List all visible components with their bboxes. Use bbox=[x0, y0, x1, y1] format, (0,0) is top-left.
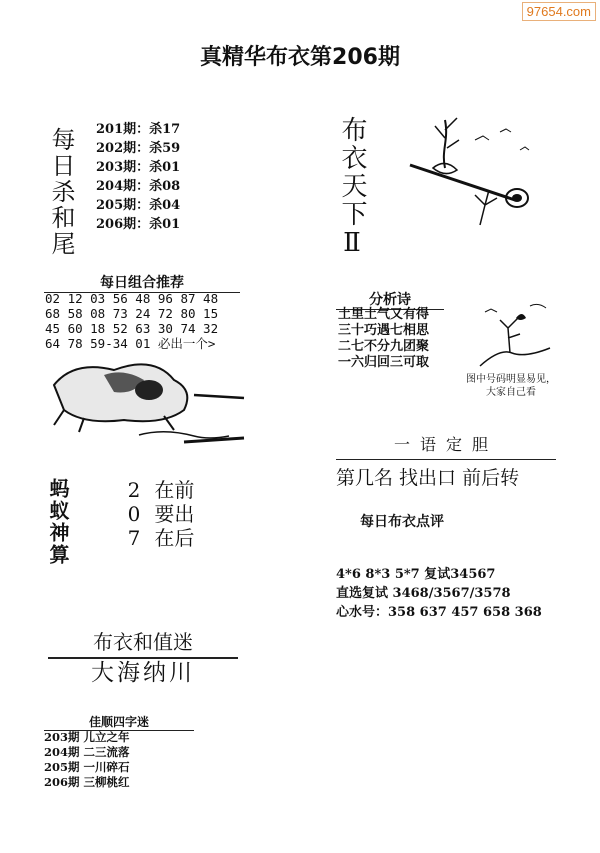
pick-line: 直选复试 3468/3567/3578 bbox=[336, 586, 511, 601]
ant-calc-text: 在前 bbox=[154, 478, 195, 502]
kill-item: 201期：杀17 bbox=[96, 122, 181, 137]
riddle-item: 205期 一川碎石 bbox=[44, 760, 130, 774]
combo-title: 每日组合推荐 bbox=[44, 272, 240, 293]
pick-line: 心水号：358 637 457 658 368 bbox=[336, 605, 542, 620]
ant-calc-number: 0 bbox=[127, 502, 141, 526]
four-char-riddle-list bbox=[44, 730, 130, 790]
four-char-riddle-title: 佳顺四字迷 bbox=[44, 713, 194, 731]
pick-line: 4*6 8*3 5*7 复试34567 bbox=[336, 567, 496, 582]
bamboo-seesaw-illustration bbox=[405, 110, 540, 230]
kill-item: 205期：杀04 bbox=[96, 198, 181, 213]
review-picks bbox=[336, 565, 542, 622]
poem-line: 土里土气又有得 bbox=[338, 307, 430, 322]
riddle-item: 206期 三柳桃红 bbox=[44, 775, 130, 789]
ant-calc-number: 2 bbox=[127, 478, 141, 502]
kill-item: 206期：杀01 bbox=[96, 217, 181, 232]
bird-branch-illustration bbox=[470, 298, 560, 370]
hint-line: 图中号码明显易见， bbox=[466, 374, 556, 385]
combo-row: 68 58 08 73 24 72 80 15 bbox=[45, 306, 219, 321]
ant-calc-row bbox=[120, 502, 194, 526]
one-word-heading: 一语定胆 bbox=[336, 432, 556, 460]
one-word-clue: 第几名 找出口 前后转 bbox=[336, 467, 520, 489]
sum-riddle-answer: 大海纳川 bbox=[91, 660, 195, 686]
site-watermark: 97654.com bbox=[522, 2, 596, 21]
ant-calc-text: 要出 bbox=[154, 502, 195, 526]
riddle-item: 204期 二三流落 bbox=[44, 745, 130, 759]
kill-item: 203期：杀01 bbox=[96, 160, 181, 175]
daily-kill-label: 每日杀和尾 bbox=[47, 127, 75, 257]
ant-calc-rows bbox=[120, 478, 194, 550]
analysis-poem-title: 分析诗 bbox=[336, 289, 444, 310]
combo-row: 64 78 59-34 01 必出一个> bbox=[45, 336, 216, 351]
butian-heading: 布衣天下Ⅱ bbox=[337, 116, 367, 260]
poem-line: 一六归回三可取 bbox=[338, 355, 430, 370]
ant-calc-text: 在后 bbox=[154, 526, 195, 550]
sum-riddle-title: 布衣和值迷 bbox=[48, 626, 238, 659]
analysis-hint bbox=[446, 373, 576, 399]
analysis-poem bbox=[338, 307, 429, 371]
ant-calc-row bbox=[120, 526, 194, 550]
combo-row: 02 12 03 56 48 96 87 48 bbox=[45, 291, 219, 306]
poem-line: 二七不分九团聚 bbox=[338, 339, 430, 354]
poem-line: 三十巧遇七相思 bbox=[338, 323, 430, 338]
daily-kill-list bbox=[96, 120, 180, 234]
daily-review-title: 每日布衣点评 bbox=[360, 514, 444, 530]
hint-line: 大家自己看 bbox=[486, 387, 536, 398]
combo-rows bbox=[45, 291, 218, 351]
cat-illustration bbox=[44, 350, 249, 450]
ant-calc-label: 蚂蚁神算 bbox=[46, 478, 70, 566]
riddle-item: 203期 儿立之年 bbox=[44, 730, 130, 744]
kill-item: 204期：杀08 bbox=[96, 179, 181, 194]
page-title: 真精华布衣第206期 bbox=[200, 45, 400, 70]
ant-calc-number: 7 bbox=[127, 526, 141, 550]
kill-item: 202期：杀59 bbox=[96, 141, 181, 156]
combo-row: 45 60 18 52 63 30 74 32 bbox=[45, 321, 219, 336]
ant-calc-row bbox=[120, 478, 194, 502]
